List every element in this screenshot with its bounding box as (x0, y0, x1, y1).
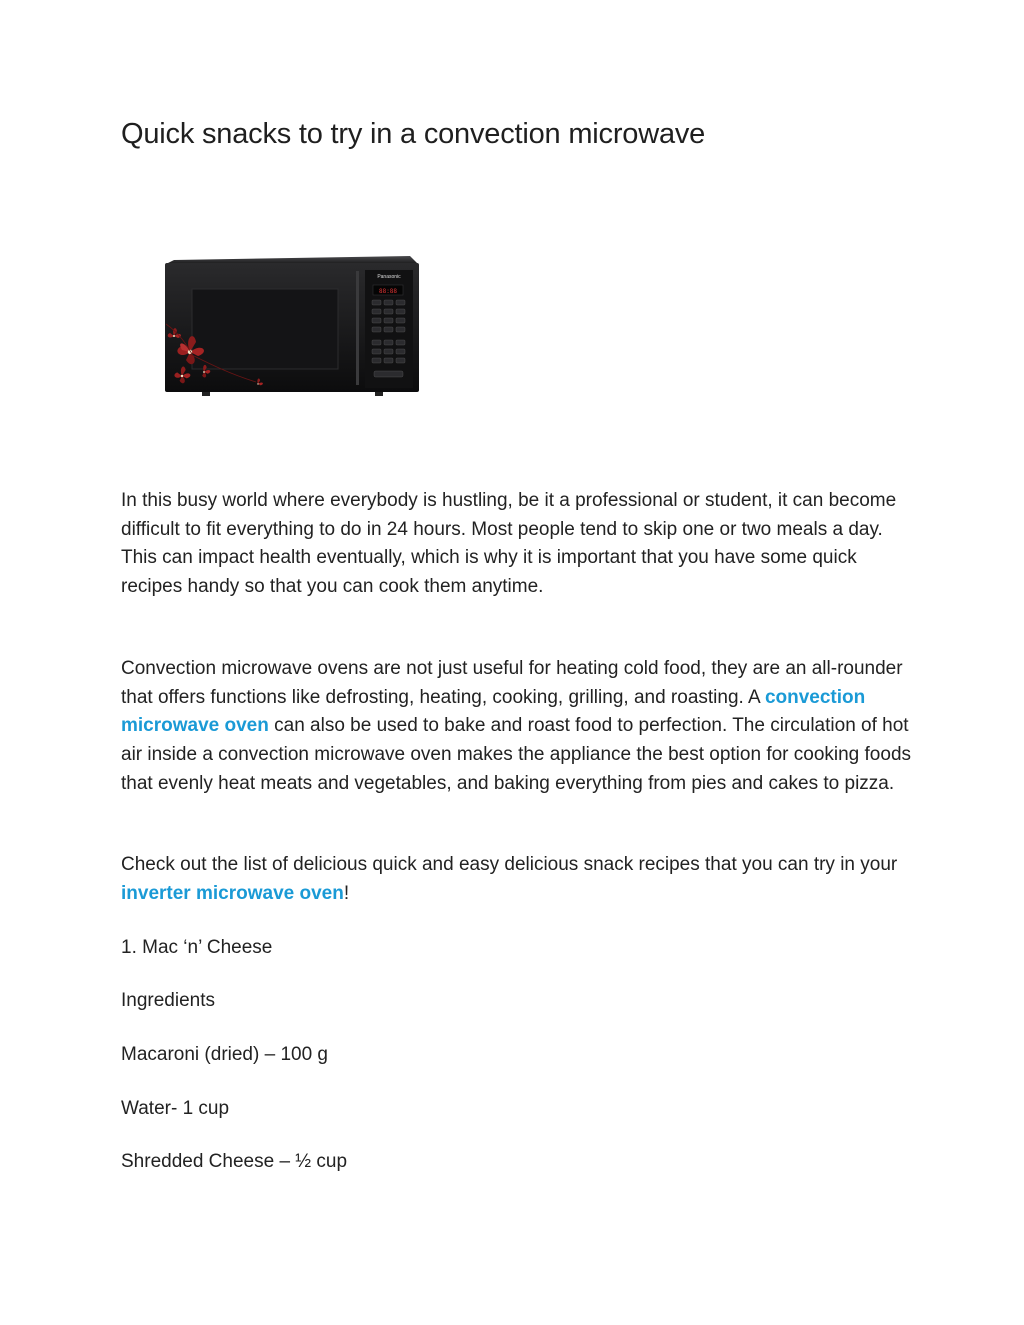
recipe-heading: 1. Mac ‘n’ Cheese (121, 937, 273, 958)
recipes-intro-paragraph (121, 851, 921, 908)
ingredients-label: Ingredients (121, 990, 216, 1011)
paragraph-text: Convection microwave ovens are not just useful for heating cold food, they are an all-rounder that offers functions like defrosting, heating, cooking, grilling, and roasting. A (121, 658, 903, 708)
page-title: Quick snacks to try in a convection microwave (121, 118, 706, 150)
paragraph-text: Check out the list of delicious quick and easy delicious snack recipes that you can try in your (121, 854, 898, 875)
ingredient-item: Shredded Cheese – ½ cup (121, 1151, 348, 1172)
ingredient-item: Macaroni (dried) – 100 g (121, 1044, 328, 1065)
inverter-microwave-oven-link[interactable]: inverter microwave oven (121, 882, 344, 904)
paragraph-text: ! (343, 882, 350, 904)
microwave-image (160, 244, 424, 404)
convection-paragraph (121, 655, 921, 799)
convection-microwave-oven-link[interactable]: convection microwave oven (121, 686, 866, 737)
brand-logo: Panasonic (377, 274, 401, 280)
paragraph-text: can also be used to bake and roast food to perfection. The circulation of hot air inside a convection microwave oven makes the appliance the best option for cooking foods that evenly heat meats and vegetables, and baking everything from pies and cakes to pizza. (121, 715, 912, 794)
svg-text:88:88: 88:88 (378, 288, 398, 295)
intro-paragraph: In this busy world where everybody is hustling, be it a professional or student, it can become difficult to fit everything to do in 24 hours. Most people tend to skip one or two meals a day. This can impact health eventually, which is why it is important that you have some quick recipes handy so that you can cook them anytime. (121, 490, 897, 598)
ingredient-item: Water- 1 cup (121, 1098, 230, 1119)
